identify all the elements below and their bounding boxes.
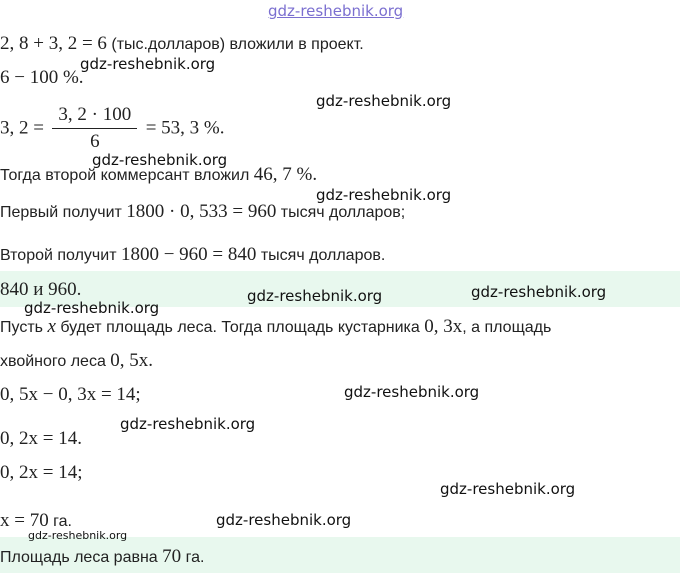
task2-line4-math: 0, 2x = 14.: [0, 428, 82, 449]
fraction-denominator: 6: [90, 131, 100, 152]
task1-line6: [0, 244, 385, 267]
task2-line2-a: хвойного леса: [0, 353, 111, 370]
task1-line4-math: 46, 7 %.: [253, 164, 318, 185]
task2-line1-c: , а площадь: [462, 319, 552, 336]
task2-answer-text2: га.: [181, 549, 205, 566]
task1-line6-text2: тысяч долларов.: [256, 247, 386, 264]
watermark: gdz-reshebnik.org: [440, 480, 576, 498]
task2-line6-text: га.: [48, 513, 72, 530]
task1-line3-rhs: = 53, 3 %.: [145, 117, 225, 139]
task1-line6-text: Второй получит: [0, 247, 121, 264]
task2-line5-math: 0, 2x = 14;: [0, 462, 83, 483]
task2-line3: [0, 384, 141, 407]
task2-line6-math: x = 70: [0, 510, 49, 531]
task2-line1-x: x: [47, 316, 56, 337]
task1-line5: [0, 201, 405, 224]
task2-answer-math: 70: [162, 546, 182, 567]
fraction-numerator: 3, 2 · 100: [52, 104, 137, 129]
task1-answer-math: 840 и 960.: [0, 279, 82, 300]
task1-line4: [0, 164, 317, 187]
watermark: gdz-reshebnik.org: [120, 415, 256, 433]
watermark: gdz-reshebnik.org: [92, 151, 228, 169]
watermark: gdz-reshebnik.org: [28, 529, 128, 542]
task1-line2: [0, 67, 84, 90]
task1-line1: [0, 33, 364, 56]
watermark: gdz-reshebnik.org: [247, 287, 383, 305]
task1-line6-math: 1800 − 960 = 840: [120, 244, 257, 265]
watermark-top: gdz-reshebnik.org: [268, 2, 404, 20]
task2-line2: [0, 350, 153, 373]
task2-line5: [0, 462, 83, 485]
task2-answer: [0, 546, 204, 569]
task2-line1: [0, 316, 551, 339]
task1-line5-math: 1800 · 0, 533 = 960: [126, 201, 277, 222]
task1-line1-math: 2, 8 + 3, 2 = 6: [0, 33, 107, 54]
task2-line1-math: 0, 3x: [424, 316, 463, 337]
task2-answer-text: Площадь леса равна: [0, 549, 163, 566]
watermark: gdz-reshebnik.org: [344, 383, 480, 401]
task2-line3-math: 0, 5x − 0, 3x = 14;: [0, 384, 141, 405]
watermark: gdz-reshebnik.org: [80, 55, 216, 73]
watermark: gdz-reshebnik.org: [216, 511, 352, 529]
watermark: gdz-reshebnik.org: [471, 283, 607, 301]
task1-line1-text: (тыс.долларов) вложили в проект.: [106, 36, 364, 53]
task1-line3-lhs: 3, 2 =: [0, 117, 44, 139]
task1-line5-text: Первый получит: [0, 204, 127, 221]
task2-line1-b: будет площадь леса. Тогда площадь кустарника: [55, 319, 425, 336]
watermark: gdz-reshebnik.org: [316, 186, 452, 204]
watermark: gdz-reshebnik.org: [24, 299, 160, 317]
task2-line4: [0, 428, 82, 451]
task1-line3: [0, 104, 225, 153]
task1-line5-text2: тысяч долларов;: [276, 204, 406, 221]
task2-line1-a: Пусть: [0, 319, 48, 336]
watermark: gdz-reshebnik.org: [316, 92, 452, 110]
task1-line4-text: Тогда второй коммерсант вложил: [0, 167, 254, 184]
task1-line2-math: 6 − 100 %.: [0, 67, 84, 88]
fraction: [52, 104, 137, 153]
task2-line2-math: 0, 5x.: [110, 350, 154, 371]
